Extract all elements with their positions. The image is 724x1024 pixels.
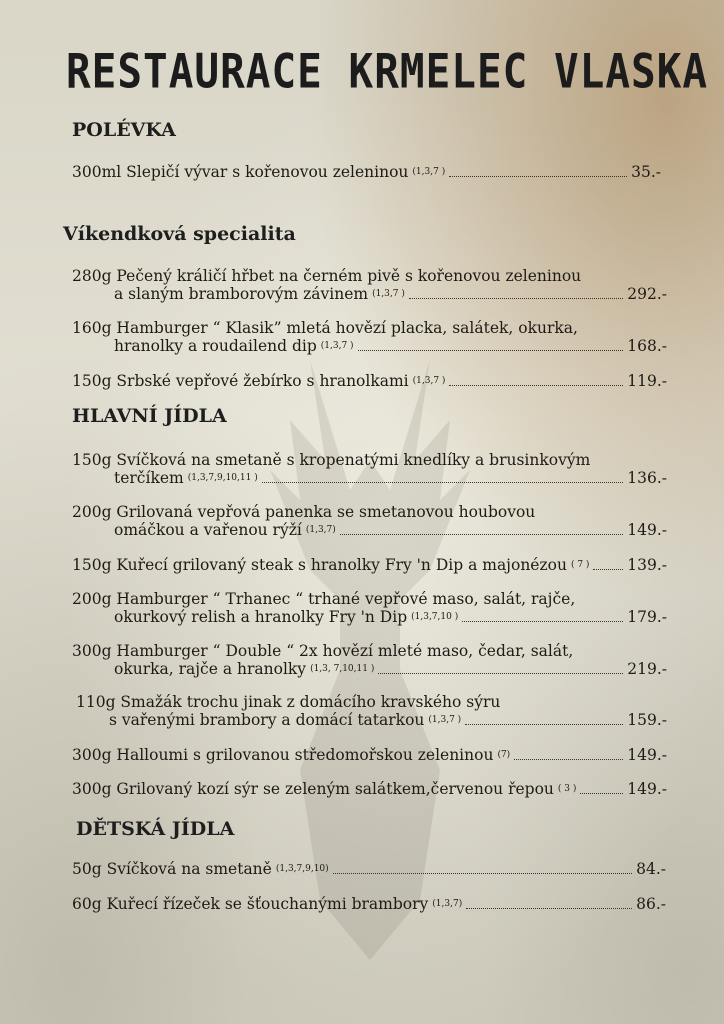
item-name: 150g Svíčková na smetaně s kropenatými knedlíky a brusinkovým bbox=[72, 451, 591, 469]
item-price: 168.- bbox=[627, 337, 667, 355]
menu-item bbox=[76, 693, 667, 729]
item-name: 160g Hamburger “ Klasik” mletá hovězí placka, salátek, okurka, bbox=[72, 319, 578, 337]
item-name: 300ml Slepičí vývar s kořenovou zeleninou bbox=[72, 163, 409, 181]
item-name: 200g Hamburger “ Trhanec “ trhané vepřové maso, salát, rajče, bbox=[72, 590, 576, 608]
item-price: 292.- bbox=[627, 285, 667, 303]
item-price: 149.- bbox=[627, 746, 667, 764]
item-allergens: (1,3,7,9,10) bbox=[275, 864, 329, 874]
item-allergens: ( 7 ) bbox=[570, 560, 590, 570]
dot-leader bbox=[449, 176, 627, 177]
dot-leader bbox=[462, 621, 623, 622]
dot-leader bbox=[378, 673, 623, 674]
item-name-continued: terčíkem bbox=[114, 469, 184, 487]
menu-item bbox=[72, 163, 661, 181]
item-price: 119.- bbox=[627, 372, 667, 390]
menu-item bbox=[72, 860, 666, 878]
item-name-continued: a slaným bramborovým závinem bbox=[114, 285, 369, 303]
item-name: 300g Grilovaný kozí sýr se zeleným salátkem,červenou řepou bbox=[72, 780, 554, 798]
menu-item bbox=[72, 556, 667, 574]
item-name: 110g Smažák trochu jinak z domácího kravského sýru bbox=[76, 693, 501, 711]
item-allergens: (1,3,7,9,10,11 ) bbox=[187, 473, 258, 483]
menu-item bbox=[72, 746, 667, 764]
menu-item bbox=[72, 642, 667, 678]
item-name: 280g Pečený králičí hřbet na černém pivě s kořenovou zeleninou bbox=[72, 267, 582, 285]
item-name-continued: okurkový relish a hranolky Fry 'n Dip bbox=[114, 608, 408, 626]
item-name: 300g Halloumi s grilovanou středomořskou zeleninou bbox=[72, 746, 494, 764]
item-allergens: (1,3,7,10 ) bbox=[411, 612, 459, 622]
item-allergens: (1,3,7 ) bbox=[372, 289, 405, 299]
item-allergens: (1,3,7 ) bbox=[412, 376, 446, 386]
dot-leader bbox=[580, 793, 623, 794]
section-heading-soup: POLÉVKA bbox=[72, 119, 176, 141]
item-name: 60g Kuřecí řízeček se šťouchanými brambory bbox=[72, 895, 429, 913]
item-price: 219.- bbox=[627, 660, 667, 678]
item-allergens: (1,3,7 ) bbox=[428, 715, 462, 725]
item-price: 139.- bbox=[627, 556, 667, 574]
menu-item bbox=[72, 267, 667, 303]
menu-item bbox=[72, 372, 667, 390]
item-price: 179.- bbox=[627, 608, 667, 626]
item-name: 150g Kuřecí grilovaný steak s hranolky Fry 'n Dip a majonézou bbox=[72, 556, 567, 574]
section-heading-weekend-special: Víkendková specialita bbox=[63, 223, 296, 245]
item-name: 300g Hamburger “ Double “ 2x hovězí mleté maso, čedar, salát, bbox=[72, 642, 574, 660]
item-name: 200g Grilovaná vepřová panenka se smetanovou houbovou bbox=[72, 503, 536, 521]
dot-leader bbox=[449, 385, 623, 386]
item-allergens: (1,3, 7,10,11 ) bbox=[310, 664, 375, 674]
dot-leader bbox=[340, 534, 623, 535]
dot-leader bbox=[333, 873, 632, 874]
dot-leader bbox=[465, 724, 623, 725]
restaurant-title: RESTAURACE KRMELEC VLASKA bbox=[66, 44, 709, 100]
dot-leader bbox=[358, 350, 624, 351]
item-name-continued: hranolky a roudailend dip bbox=[114, 337, 317, 355]
item-allergens: (1,3,7 ) bbox=[412, 167, 446, 177]
item-name: 50g Svíčková na smetaně bbox=[72, 860, 272, 878]
item-price: 84.- bbox=[636, 860, 666, 878]
item-name-continued: okurka, rajče a hranolky bbox=[114, 660, 307, 678]
dot-leader bbox=[514, 759, 623, 760]
item-name: 150g Srbské vepřové žebírko s hranolkami bbox=[72, 372, 409, 390]
item-price: 149.- bbox=[627, 780, 667, 798]
item-price: 149.- bbox=[627, 521, 667, 539]
item-allergens: ( 3 ) bbox=[557, 784, 577, 794]
item-allergens: (1,3,7 ) bbox=[320, 341, 354, 351]
section-heading-main-courses: HLAVNÍ JÍDLA bbox=[72, 405, 227, 427]
item-price: 159.- bbox=[627, 711, 667, 729]
item-allergens: (7) bbox=[497, 750, 511, 760]
menu-item bbox=[72, 451, 667, 487]
menu-item bbox=[72, 590, 667, 626]
menu-item bbox=[72, 780, 667, 798]
dot-leader bbox=[593, 569, 623, 570]
item-name-continued: omáčkou a vařenou rýží bbox=[114, 521, 302, 539]
menu-item bbox=[72, 895, 666, 913]
dot-leader bbox=[262, 482, 624, 483]
item-name-continued: s vařenými brambory a domácí tatarkou bbox=[109, 711, 425, 729]
item-allergens: (1,3,7) bbox=[432, 899, 463, 909]
item-allergens: (1,3,7) bbox=[305, 525, 336, 535]
section-heading-kids-meals: DĚTSKÁ JÍDLA bbox=[76, 818, 235, 840]
dot-leader bbox=[466, 908, 632, 909]
menu-item bbox=[72, 319, 667, 355]
menu-item bbox=[72, 503, 667, 539]
item-price: 35.- bbox=[631, 163, 661, 181]
dot-leader bbox=[409, 298, 623, 299]
item-price: 86.- bbox=[636, 895, 666, 913]
item-price: 136.- bbox=[627, 469, 667, 487]
